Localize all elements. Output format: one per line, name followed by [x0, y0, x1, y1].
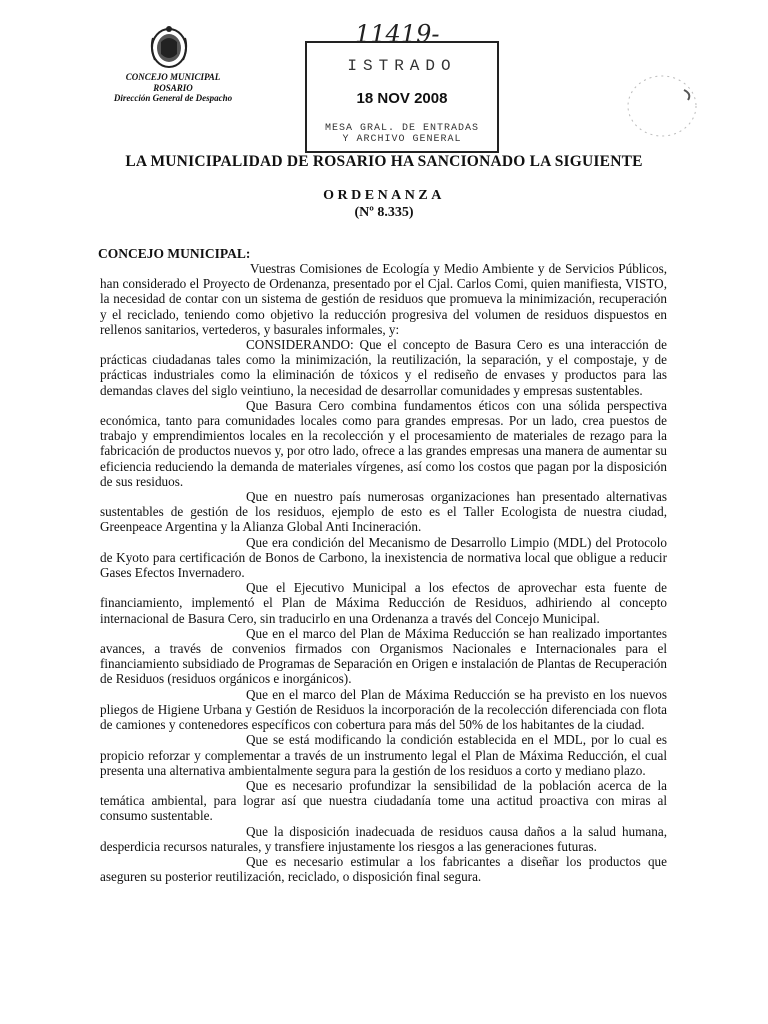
stamp-office	[307, 123, 497, 145]
page-header: LA MUNICIPALIDAD DE ROSARIO HA SANCIONADO LA SIGUIENTE	[125, 153, 643, 170]
paragraph: Que en el marco del Plan de Máxima Reducción se han realizado importantes avances, a través de convenios firmados con Organismos Nacionales e Internacionales para el financiamiento subsidiado de Programas de Separación en Origen e instalación de Plantas de Recuperación de Residuos (residuos orgánicos e inorgánicos).	[100, 625, 667, 687]
organization-block	[88, 72, 258, 104]
organization-city: ROSARIO	[153, 82, 193, 93]
paragraph: Que es necesario profundizar la sensibilidad de la población acerca de la temática ambiental, para lograr así que nuestra ciudadanía tome una actitud proactiva con miras al consumo sustentable.	[100, 777, 667, 824]
paragraph: Que en el marco del Plan de Máxima Reducción se ha previsto en los nuevos pliegos de Higiene Urbana y Gestión de Residuos la incorporación de la recolección diferenciada con flota de camiones y contenedores específicos con cobertura para más del 50% de los habitantes de la ciudad.	[100, 686, 667, 733]
paragraph: Que era condición del Mecanismo de Desarrollo Limpio (MDL) del Protocolo de Kyoto para certificación de Bonos de Carbono, la inexistencia de normativa local que obligue a reducir Gases Efectos Invernadero.	[100, 534, 667, 581]
paragraph: Que se está modificando la condición establecida en el MDL, por lo cual es propicio reforzar y complementar a través de un instrumento legal el Plan de Máxima Reducción, el cual presenta una alternativa ambientalmente segura para la gestión de los residuos a corto y mediano plazo.	[100, 732, 667, 778]
paragraph: CONSIDERANDO: Que el concepto de Basura Cero es una interacción de prácticas ciudadanas tales como la minimización, la reutilización, la separación, y el compostaje, y de prácticas industriales como la eliminación de tóxicos y el rediseño de envases y productos para las demandas claves del siglo veintiuno, la necesidad de desarrollar comunidades y empresas sustentables.	[100, 337, 667, 398]
document-body	[100, 261, 667, 884]
organization-department: Dirección General de Despacho	[113, 93, 233, 103]
ordinance-title: ORDENANZA	[323, 188, 445, 203]
organization-name: CONCEJO MUNICIPAL	[125, 72, 221, 82]
stamp-office-line2: Y ARCHIVO GENERAL	[342, 134, 462, 145]
paragraph: Que la disposición inadecuada de residuos causa daños a la salud humana, desperdicia recursos naturales, y transfiere injustamente los riesgos a las generaciones futuras.	[100, 823, 667, 854]
paragraph: Vuestras Comisiones de Ecología y Medio Ambiente y de Servicios Públicos, han considerado el Proyecto de Ordenanza, presentado por el Cjal. Carlos Comi, quien manifiesta, VISTO, la necesidad de contar con un sistema de gestión de residuos que promueva la minimización, recuperación y el reciclado, teniendo como objetivo la reducción progresiva del volumen de residuos dispuestos en rellenos sanitarios, vertederos, y basurales informales, y:	[100, 261, 667, 337]
stamp-office-line1: MESA GRAL. DE ENTRADAS	[324, 123, 480, 134]
faint-circular-stamp	[622, 70, 702, 142]
paragraph: Que en nuestro país numerosas organizaciones han presentado alternativas sustentables de gestión de los residuos, ejemplo de esto es el Taller Ecologista de nuestra ciudad, Greenpeace Argentina y la Alianza Global Anti Incineración.	[100, 489, 667, 535]
handwritten-number: 11419-	[355, 20, 440, 48]
coat-of-arms-icon	[147, 24, 191, 70]
addressee: CONCEJO MUNICIPAL:	[98, 246, 251, 261]
ordinance-number: (Nº 8.335)	[354, 205, 414, 220]
paragraph: Que el Ejecutivo Municipal a los efectos de aprovechar esta fuente de financiamiento, implementó el Plan de Máxima Reducción de Residuos, adhiriendo al concepto internacional de Basura Cero, sin traducirlo en una Ordenanza a través del Concejo Municipal.	[100, 580, 667, 626]
paragraph: Que es necesario estimular a los fabricantes a diseñar los productos que aseguren su posterior reutilización, reciclado, o disposición final segura.	[100, 853, 667, 885]
paragraph: Que Basura Cero combina fundamentos éticos con una sólida perspectiva económica, tanto para comunidades locales como para grandes empresas. Por un lado, crea puestos de trabajo y emprendimientos locales en la recolección y el procesamiento de materiales de rezago para la fabricación de productos nuevos y, por otro lado, ofrece a las grandes empresas una manera de aumentar su eficiencia reduciendo la demanda de materiales vírgenes, así como los costos que pagan por la disposición de sus residuos.	[100, 397, 667, 489]
registration-stamp	[305, 41, 499, 153]
stamp-date: 18 NOV 2008	[356, 90, 448, 107]
stamp-registered-text: ISTRADO	[347, 57, 457, 75]
